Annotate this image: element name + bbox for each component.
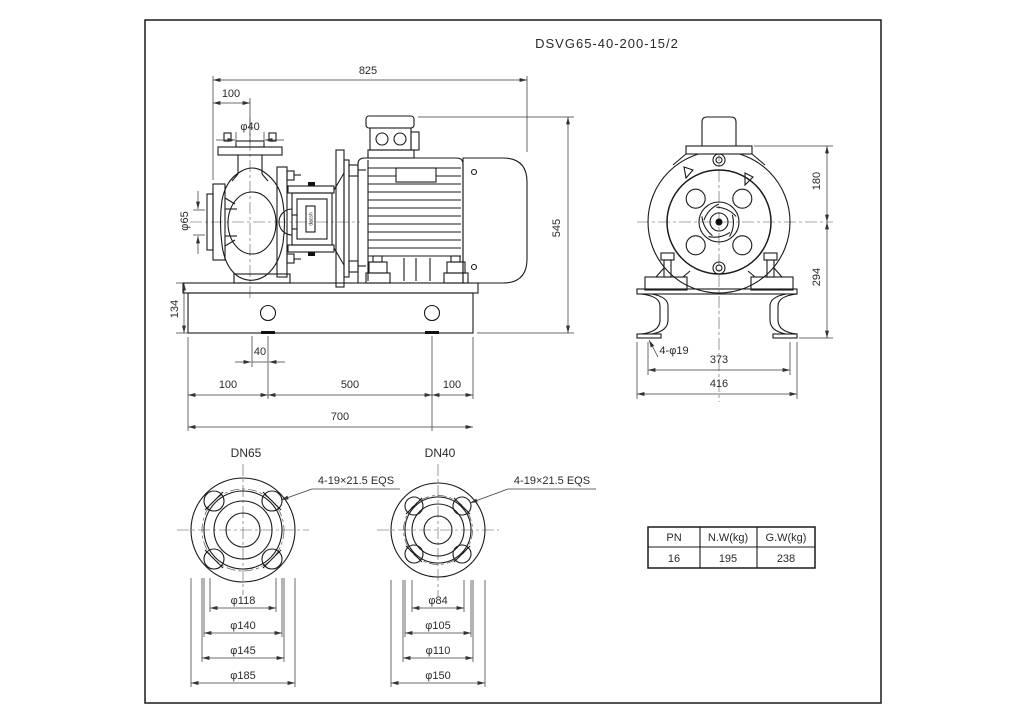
dim-4-d19: 4-φ19 (659, 345, 689, 357)
dn65-holes-note: 4-19×21.5 EQS (317, 475, 395, 487)
table-value-pn: 16 (667, 553, 681, 565)
dn65-flange-view (177, 446, 400, 687)
cover-hole (733, 236, 752, 255)
cable-gland (376, 133, 388, 145)
dim-d145: φ145 (230, 645, 256, 657)
dn40-label: DN40 (424, 446, 456, 460)
dim-d40: φ40 (240, 121, 260, 133)
dim-825: 825 (358, 65, 378, 77)
table-value-gw: 238 (776, 553, 796, 565)
dim-40: 40 (253, 346, 267, 358)
dim-416: 416 (709, 378, 729, 390)
anchor-hole-right (425, 306, 440, 321)
dim-100-top: 100 (221, 88, 241, 100)
dim-d105: φ105 (425, 620, 451, 632)
dim-134: 134 (169, 299, 181, 319)
baseplate-end (637, 289, 797, 338)
marker-triangle-left (684, 167, 693, 178)
dn40-flange-view (377, 446, 596, 687)
dim-294: 294 (811, 267, 823, 287)
dim-180: 180 (811, 171, 823, 191)
dn40-dimensions (391, 580, 485, 687)
cover-hole (686, 189, 705, 208)
dim-d84: φ84 (428, 595, 448, 607)
dim-500: 500 (340, 379, 360, 391)
dim-373: 373 (709, 354, 729, 366)
guard-label: dacsh (308, 212, 315, 226)
dim-100-right: 100 (442, 379, 462, 391)
dim-545: 545 (551, 218, 563, 238)
anchor-hole-left (261, 306, 276, 321)
dn65-label: DN65 (230, 446, 262, 460)
table-header-pn: PN (666, 532, 682, 544)
end-view-dimensions (637, 146, 833, 399)
dim-700: 700 (330, 411, 350, 423)
table-header-gw: G.W(kg) (765, 532, 807, 544)
dim-d118: φ118 (230, 595, 256, 607)
motor-nameplate (396, 168, 436, 182)
cover-hole (686, 236, 705, 255)
dn65-leader (281, 475, 400, 500)
dim-d150: φ150 (425, 670, 451, 682)
dim-d110: φ110 (425, 645, 451, 657)
terminal-box (366, 116, 419, 158)
end-view (637, 117, 833, 402)
dim-d185: φ185 (230, 670, 256, 682)
table-header-nw: N.W(kg) (707, 532, 749, 544)
table-value-nw: 195 (718, 553, 738, 565)
dim-100-left: 100 (218, 379, 238, 391)
dim-d65: φ65 (179, 211, 191, 231)
motor (358, 116, 527, 283)
fan-cover (463, 158, 527, 283)
dn40-leader (470, 475, 596, 503)
motor-flange (334, 150, 366, 287)
drawing-title: DSVG65-40-200-15/2 (535, 36, 679, 51)
side-view (169, 65, 574, 431)
dn40-holes-note: 4-19×21.5 EQS (513, 475, 591, 487)
spec-table (648, 527, 815, 568)
cable-gland (394, 133, 406, 145)
cover-hole (733, 189, 752, 208)
baseplate-side (183, 283, 478, 333)
motor-feet (366, 256, 468, 283)
dn65-dimensions (191, 578, 295, 687)
dim-d140: φ140 (230, 620, 256, 632)
